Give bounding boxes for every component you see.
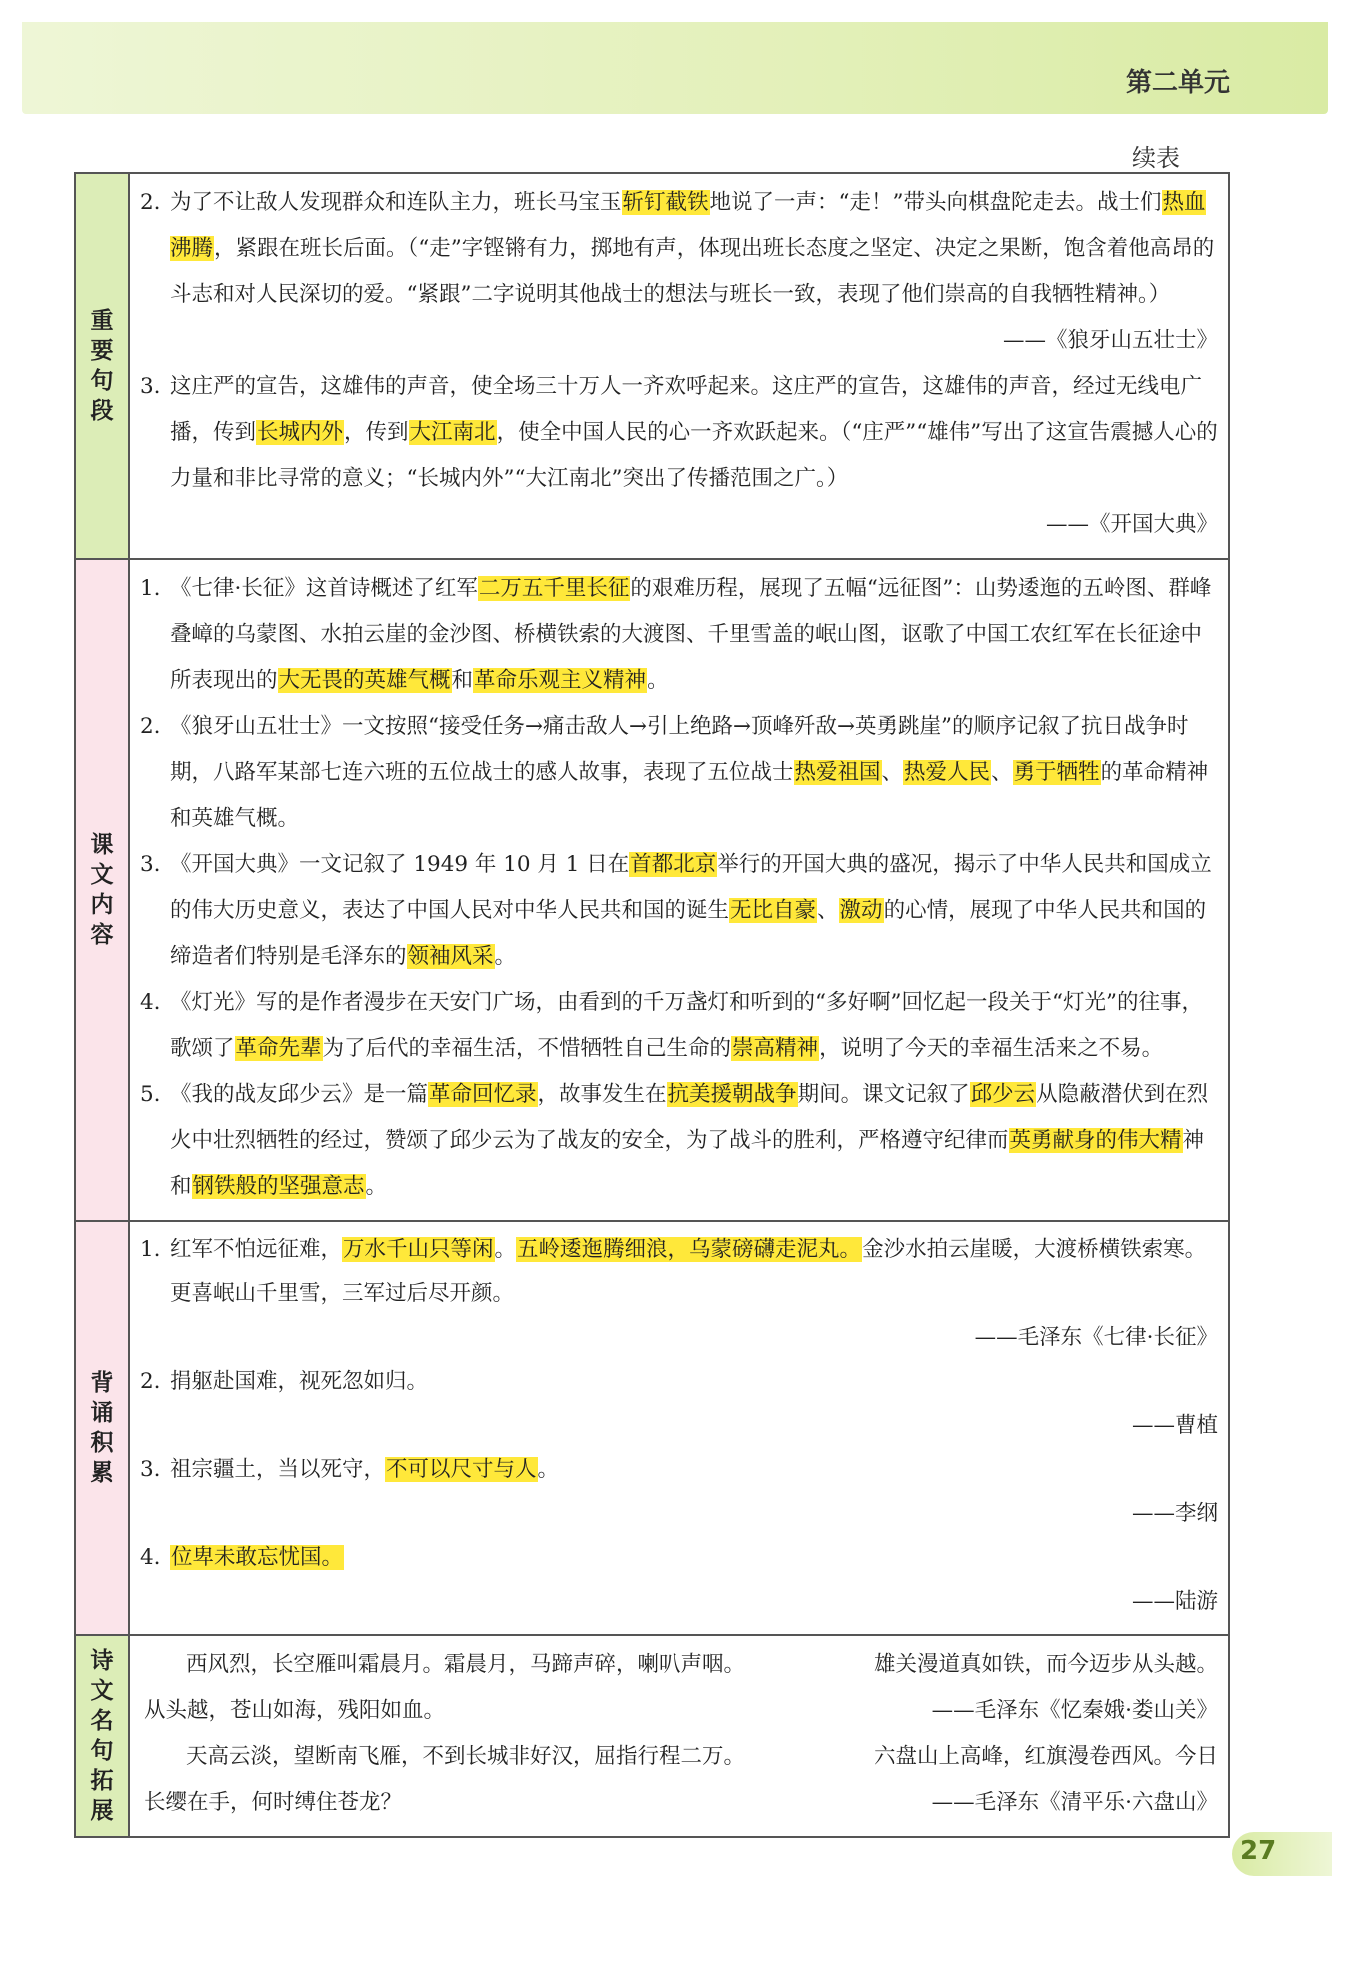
- highlight-text: 领袖风采: [407, 944, 494, 969]
- highlight-text: 大江南北: [409, 420, 496, 445]
- highlight-text: 首都北京: [630, 852, 717, 877]
- highlight-text: 万水千山只等闲: [343, 1237, 494, 1262]
- highlight-text: 位卑未敢忘忧国。: [171, 1545, 344, 1570]
- body-text: 红军不怕远征难，: [170, 1237, 343, 1262]
- item-number: 4.: [140, 1545, 161, 1570]
- page-number: 27: [1240, 1836, 1277, 1866]
- body-text: 《开国大典》一文记叙了 1949 年 10 月 1 日在: [170, 852, 630, 877]
- body-text: 这庄严的宣告，这雄伟的声音，使全场三十万人一齐欢呼起来。这庄严的宣告，这雄伟的声音，经过无线电广播，传到: [170, 374, 1203, 445]
- unit-title: 第二单元: [1125, 68, 1230, 98]
- body-text: 举行的开国大典的盛况，揭示了中华人民共和国成立的伟大历史意义，表达了中国人民对中华人民共和国的诞生: [170, 852, 1212, 923]
- body-text: 期间。课文记叙了: [797, 1082, 970, 1107]
- body-text: 捐躯赴国难，视死忽如归。: [170, 1369, 429, 1394]
- highlight-text: 热爱祖国: [794, 760, 881, 785]
- section-extension: [75, 1635, 1229, 1837]
- body-text: 地说了一声：“走！”带头向棋盘陀走去。战士们: [709, 190, 1162, 215]
- body-text: 为了后代的幸福生活，不惜牺牲自己生命的: [322, 1036, 732, 1061]
- item-number: 2.: [140, 190, 161, 215]
- side-label-extension: 诗文名句拓展: [75, 1635, 129, 1837]
- highlight-text: 英勇献身的伟大精: [1009, 1128, 1182, 1153]
- source-line: ——李纲: [1131, 1501, 1218, 1526]
- important-content: [129, 173, 1229, 559]
- list-item: [140, 1536, 1218, 1580]
- side-label-recite: 背诵积累: [75, 1221, 129, 1635]
- list-item: [140, 704, 1218, 842]
- continued-label: 续表: [1132, 144, 1180, 172]
- highlight-text: 革命回忆录: [429, 1082, 537, 1107]
- body-text: 和: [451, 668, 474, 693]
- body-text: 、: [881, 760, 904, 785]
- section-content: [75, 559, 1229, 1221]
- highlight-text: 抗美援朝战争: [667, 1082, 797, 1107]
- source-line: ——陆游: [1131, 1589, 1218, 1614]
- highlight-text: 激动: [839, 898, 883, 923]
- side-label-important: 重要句段: [75, 173, 129, 559]
- ext-line: 从头越，苍山如海，残阳如血。 ——毛泽东《忆秦娥·娄山关》: [144, 1698, 1218, 1723]
- summary-table: [74, 172, 1230, 1838]
- list-item: [140, 1072, 1218, 1210]
- section-important: [75, 173, 1229, 559]
- highlight-text: 不可以尺寸与人: [386, 1457, 537, 1482]
- body-text: 。: [365, 1174, 388, 1199]
- list-item: [140, 566, 1218, 704]
- body-text: ，说明了今天的幸福生活来之不易。: [819, 1036, 1164, 1061]
- highlight-text: 长城内外: [257, 420, 344, 445]
- body-text: 的艰难历程，展现了五幅“远征图”：山势逶迤的五岭图、群峰叠嶂的乌蒙图、水拍云崖的金沙图、桥横铁索的大渡图、千里雪盖的岷山图，讴歌了中国工农红军在长征途中所表现出的: [170, 576, 1212, 693]
- source-line: ——毛泽东《七律·长征》: [974, 1325, 1218, 1350]
- list-item: [140, 1448, 1218, 1492]
- ext-line: 天高云淡，望断南飞雁，不到长城非好汉，屈指行程二万。 六盘山上高峰，红旗漫卷西风。今日: [186, 1744, 1218, 1769]
- ext-line: 西风烈，长空雁叫霜晨月。霜晨月，马蹄声碎，喇叭声咽。 雄关漫道真如铁，而今迈步从头越。: [186, 1652, 1218, 1677]
- source-line: ——《狼牙山五壮士》: [1002, 328, 1218, 353]
- source-line: ——曹植: [1131, 1413, 1218, 1438]
- highlight-text: 勇于牺牲: [1013, 760, 1100, 785]
- body-text: 《七律·长征》这首诗概述了红军: [170, 576, 478, 601]
- body-text: ，传到: [344, 420, 409, 445]
- body-text: 祖宗疆土，当以死守，: [170, 1457, 386, 1482]
- highlight-text: 革命乐观主义精神: [474, 668, 647, 693]
- item-number: 1.: [140, 1237, 161, 1262]
- highlight-text: 热血沸腾: [170, 190, 1206, 261]
- highlight-text: 崇高精神: [732, 1036, 819, 1061]
- body-text: 从隐蔽潜伏到在烈火中壮烈牺牲的经过，赞颂了邱少云为了战友的安全，为了战斗的胜利，严格遵守纪律而: [170, 1082, 1209, 1153]
- side-label-content: 课文内容: [75, 559, 129, 1221]
- list-item: [140, 980, 1218, 1072]
- body-text: 。: [537, 1457, 560, 1482]
- text-content: [129, 559, 1229, 1221]
- highlight-text: 大无畏的英雄气概: [278, 668, 451, 693]
- item-number: 1.: [140, 576, 161, 601]
- list-item: [140, 842, 1218, 980]
- item-number: 3.: [140, 374, 161, 399]
- body-text: 《狼牙山五壮士》一文按照“接受任务→痛击敌人→引上绝路→顶峰歼敌→英勇跳崖”的顺序记叙了抗日战争时期，八路军某部七连六班的五位战士的感人故事，表现了五位战士: [170, 714, 1189, 785]
- highlight-text: 热爱人民: [904, 760, 991, 785]
- body-text: 神和: [170, 1128, 1205, 1199]
- body-text: 、: [817, 898, 839, 923]
- item-number: 4.: [140, 990, 161, 1015]
- highlight-text: 二万五千里长征: [478, 576, 630, 601]
- highlight-text: 斩钉截铁: [622, 190, 709, 215]
- item-number: 5.: [140, 1082, 161, 1107]
- highlight-text: 革命先辈: [235, 1036, 322, 1061]
- body-text: 《我的战友邱少云》是一篇: [170, 1082, 429, 1107]
- body-text: 、: [991, 760, 1013, 785]
- body-text: ，使全中国人民的心一齐欢跃起来。（“庄严”“雄伟”写出了这宣告震撼人心的力量和非比寻常的意义；“长城内外”“大江南北”突出了传播范围之广。）: [170, 420, 1218, 491]
- list-item: [140, 364, 1218, 502]
- section-recite: [75, 1221, 1229, 1635]
- list-item: [140, 1228, 1218, 1316]
- body-text: 金沙水拍云崖暖，大渡桥横铁索寒。更喜岷山千里雪，三军过后尽开颜。: [170, 1237, 1207, 1306]
- item-number: 3.: [140, 852, 161, 877]
- item-number: 2.: [140, 1369, 161, 1394]
- body-text: 《灯光》写的是作者漫步在天安门广场，由看到的千万盏灯和听到的“多好啊”回忆起一段关于“灯光”的往事，歌颂了: [170, 990, 1203, 1061]
- body-text: 的心情，展现了中华人民共和国的缔造者们特别是毛泽东的: [170, 898, 1207, 969]
- source-line: ——《开国大典》: [1045, 512, 1218, 537]
- body-text: ，故事发生在: [537, 1082, 667, 1107]
- body-text: 。: [494, 1237, 517, 1262]
- list-item: [140, 1360, 1218, 1404]
- highlight-text: 无比自豪: [730, 898, 817, 923]
- highlight-text: 五岭逶迤腾细浪，乌蒙磅礴走泥丸。: [517, 1237, 862, 1262]
- highlight-text: 钢铁般的坚强意志: [192, 1174, 365, 1199]
- body-text: 为了不让敌人发现群众和连队主力，班长马宝玉: [170, 190, 622, 215]
- list-item: [140, 180, 1218, 318]
- body-text: 。: [494, 944, 517, 969]
- body-text: ，紧跟在班长后面。（“走”字铿锵有力，掷地有声，体现出班长态度之坚定、决定之果断，饱含着他高昂的斗志和对人民深切的爱。“紧跟”二字说明其他战士的想法与班长一致，表现了他们崇高的自我牺牲精神。）: [170, 236, 1215, 307]
- item-number: 2.: [140, 714, 161, 739]
- highlight-text: 邱少云: [970, 1082, 1036, 1107]
- item-number: 3.: [140, 1457, 161, 1482]
- body-text: 的革命精神和英雄气概。: [170, 760, 1209, 831]
- ext-line: 长缨在手，何时缚住苍龙？ ——毛泽东《清平乐·六盘山》: [144, 1790, 1218, 1815]
- body-text: 。: [647, 668, 669, 693]
- extension-content: [129, 1635, 1229, 1837]
- recite-content: [129, 1221, 1229, 1635]
